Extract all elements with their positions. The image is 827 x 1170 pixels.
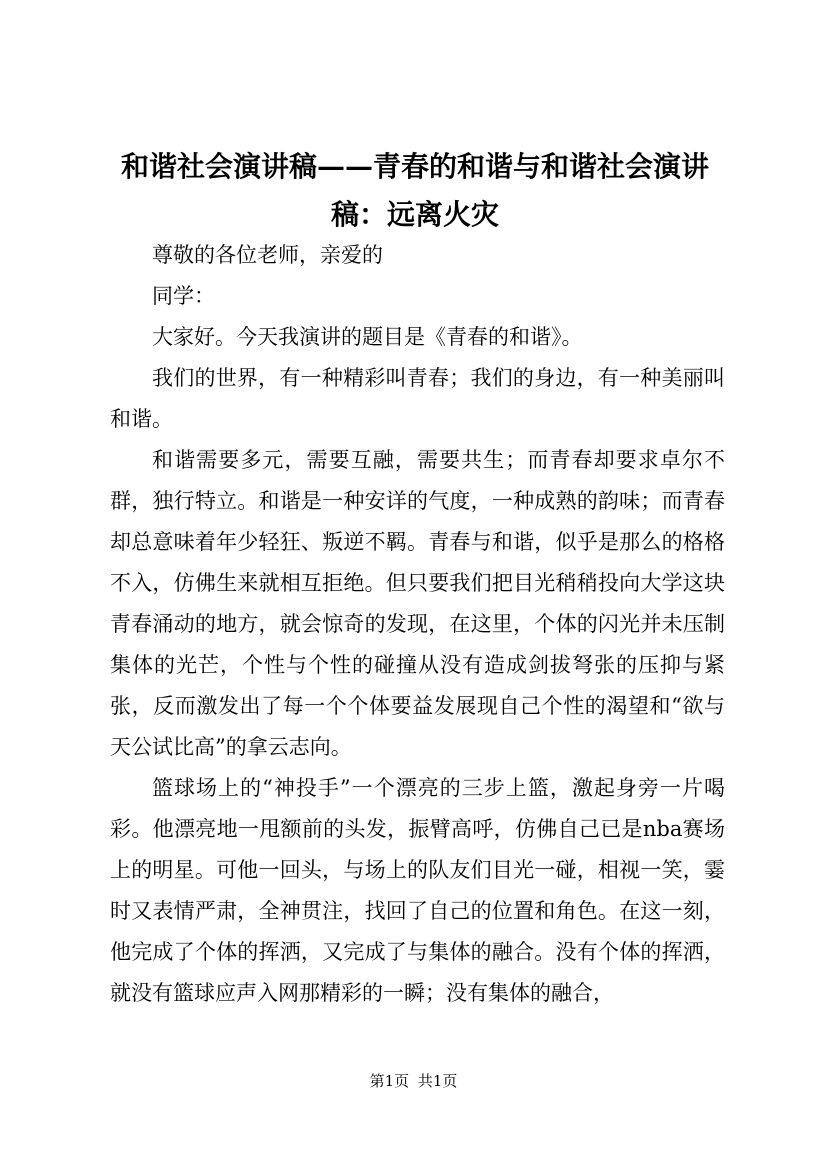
page-footer bbox=[0, 1070, 827, 1091]
document-body bbox=[110, 235, 725, 1014]
page-total: 共1页 bbox=[417, 1072, 458, 1090]
paragraph-salutation: 尊敬的各位老师，亲爱的 bbox=[152, 243, 383, 267]
paragraph-2: 和谐需要多元，需要互融，需要共生；而青春却要求卓尔不群，独行特立。和谐是一种安详的气度，一种成熟的韵味；而青春却总意味着年少轻狂、叛逆不羁。青春与和谐，似乎是那么的格格不入，仿佛生来就相互拒绝。但只要我们把目光稍稍投向大学这块青春涌动的地方，就会惊奇的发现，在这里，个体的闪光并未压制集体的光芒，个性与个性的碰撞从没有造成剑拔弩张的压抑与紧张，反而激发出了每一个个体要益发展现自己个性的渴望和“欲与天公试比高”的拿云志向。 bbox=[110, 448, 725, 759]
paragraph-salutation-cont: 同学： bbox=[152, 284, 215, 308]
paragraph-greeting: 大家好。今天我演讲的题目是《青春的和谐》。 bbox=[152, 325, 583, 349]
document-title: 和谐社会演讲稿——青春的和谐与和谐社会演讲稿：远离火灾 bbox=[120, 150, 709, 231]
paragraph-3: 篮球场上的“神投手”一个漂亮的三步上篮，激起身旁一片喝彩。他漂亮地一甩额前的头发，振臂高呼，仿佛自己已是nba赛场上的明星。可他一回头，与场上的队友们目光一碰，相视一笑，霎时又表情严肃，全神贯注，找回了自己的位置和角色。在这一刻，他完成了个体的挥洒，又完成了与集体的融合。没有个体的挥洒，就没有篮球应声入网那精彩的一瞬；没有集体的融合， bbox=[110, 776, 725, 1005]
paragraph-1: 我们的世界，有一种精彩叫青春；我们的身边，有一种美丽叫和谐。 bbox=[110, 366, 725, 431]
page-number: 第1页 bbox=[369, 1072, 410, 1090]
